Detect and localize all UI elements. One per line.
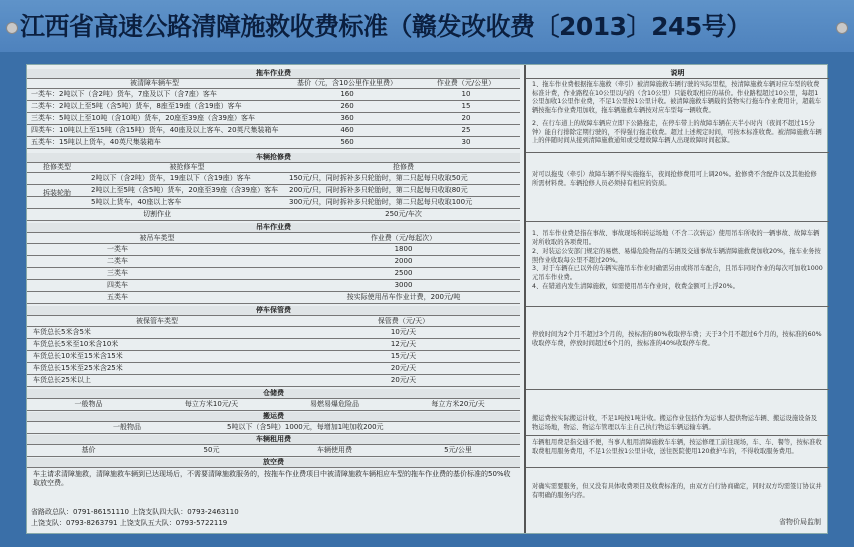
crane-fee: 按实际使用吊车作业计费，200元/吨 — [346, 293, 461, 301]
table-row — [27, 327, 520, 339]
section-title: 搬运费 — [263, 412, 284, 420]
divider — [526, 152, 829, 153]
table-row — [27, 256, 520, 268]
column-header: 抢修类型 — [43, 163, 71, 171]
crane-fee: 2000 — [394, 257, 413, 265]
vehicle-length: 车货总长5米含5米 — [33, 328, 91, 336]
issuer-stamp: 省物价局监制 — [779, 518, 821, 526]
rate-fee: 25 — [461, 126, 471, 134]
release-section-header — [27, 458, 520, 468]
fee-board — [26, 64, 828, 534]
table-row — [27, 292, 520, 304]
section-title: 仓储费 — [263, 389, 284, 397]
note-paragraph: 4、在错道内发生清障施救，如需使用吊车作业时，收费金额可上浮20%。 — [532, 283, 739, 290]
divider — [526, 306, 829, 307]
contact-line: 上饶支队：0793-8263791 上饶支队五大队：0793-5722119 — [31, 519, 228, 527]
storage-section-header — [27, 389, 520, 399]
parking-column-header — [27, 316, 520, 327]
note-paragraph: 1、吊车作业费是指在事故、事故现场和转运场地（不含二次转运）使用吊车所收的一辆事故、故障车辆对所收取的各项费用。 — [532, 230, 820, 246]
vehicle-type: 2吨以下（含2吨）货车，19座以下（含19座）客车 — [91, 174, 251, 182]
crane-column-header — [27, 233, 520, 244]
crane-fee: 3000 — [394, 281, 413, 289]
vehicle-length: 车货总长15米至25米含25米 — [33, 364, 123, 372]
note-paragraph: 停放时间为2个月不超过3个月的，按标准的80%收取停车费；天于3个月不超过6个月的，按标准的60%收取停车费，停放时间超过6个月的，按标准的40%收取停车费。 — [532, 331, 822, 347]
note-paragraph: 对可以拖曳（牵引）故障车辆不得实施拖车，夜间抢修费用可上调20%。抢修费不含配件以及其他抢修所需材料费。车辆抢修人员必须持有相应的资质。 — [532, 171, 817, 187]
storage-fee: 每立方米10元/天 — [184, 400, 239, 408]
towing-column-header — [27, 79, 520, 89]
vehicle-length: 车货总长5米至10米含10米 — [33, 340, 119, 348]
crane-section-header — [27, 223, 520, 233]
divider — [526, 435, 829, 436]
goods-type: 一般物品 — [113, 423, 141, 431]
table-row — [27, 113, 520, 125]
section-title: 吊车作业费 — [256, 223, 291, 231]
note-paragraph: 车辆租用费是指交通不便，当事人租用清障施救车车辆，按运修理工前往现场，车、车、餐等，按标准收取费租用服务费用，不足1公里按1公里计收，送往医院使用120救护车的，不得收取服务费用。 — [532, 439, 822, 455]
table-row — [27, 244, 520, 256]
vehicle-type: 五类车 — [107, 293, 128, 301]
parking-fee: 12元/天 — [390, 340, 417, 348]
column-header: 被吊车类型 — [139, 234, 175, 242]
notes-header: 说明 — [526, 69, 829, 79]
vehicle-type: 一类车 — [107, 245, 128, 253]
vehicle-type: 5吨以上货车，40座以上客车 — [91, 198, 182, 206]
vehicle-type: 二类车 — [107, 257, 128, 265]
table-row — [27, 137, 520, 149]
table-row — [27, 197, 520, 209]
vehicle-section-header — [27, 435, 520, 445]
table-row — [27, 268, 520, 280]
column-header: 基价（元，含10公里作业里费） — [297, 79, 397, 87]
parking-fee: 20元/天 — [390, 376, 417, 384]
vehicle-length: 车货总长10米至15米含15米 — [33, 352, 123, 360]
section-title: 放空费 — [263, 458, 284, 466]
parking-section-header — [27, 306, 520, 316]
column-header: 作业费（元/每起次） — [370, 234, 437, 242]
cut-fee: 250元/车次 — [385, 210, 422, 218]
towing-section-header — [27, 69, 520, 79]
table-row — [27, 209, 520, 221]
repair-column-header — [27, 163, 520, 173]
column-header: 被清障车辆车型 — [130, 79, 179, 87]
vehicle-type: 三类车：5吨以上至10吨（含10吨）货车，20座至39座（含39座）客车 — [31, 114, 255, 122]
cut-label: 切割作业 — [143, 210, 171, 218]
rate-fee: 10 — [461, 90, 471, 98]
note-paragraph: 1、拖车作业费根据拖车施救（牵引）被清障施救车辆行驶的实际里程，按清障施救车辆对应车型的收费标准计费，作业路程在10公里以内的（含10公里）只能收取相应的基价。作业路程超过10公里，每超1公里加收1公里作业费，不足1公里按1公里计收。被清障施救车辆载的货物实行拖车作业费用计，超载车辆按拖车作业费用加收，拖车辆施救车辆按对应车型每一辆收费。 — [532, 81, 822, 114]
base-fee: 260 — [340, 102, 354, 110]
rate-fee: 20 — [461, 114, 471, 122]
contact-line: 省路政总队：0791-86151110 上饶支队四大队：0793-2463110 — [31, 508, 239, 516]
table-row — [27, 280, 520, 292]
column-header: 抢修费 — [393, 163, 414, 171]
vehicle-type: 2吨以上至5吨（含5吨）货车，20座至39座（含39座）客车 — [91, 186, 279, 194]
parking-fee: 15元/天 — [390, 352, 417, 360]
column-header: 被保管车类型 — [136, 317, 178, 325]
rate-fee: 15 — [461, 102, 471, 110]
fee-table — [27, 65, 520, 533]
table-row — [27, 445, 520, 457]
vehicle-length: 车货总长25米以上 — [33, 376, 91, 384]
base-fee: 360 — [340, 114, 354, 122]
table-row — [27, 339, 520, 351]
table-row — [27, 173, 520, 185]
usage-label: 车辆使用费 — [317, 446, 352, 454]
base-fee: 460 — [340, 126, 354, 134]
column-header: 保管费（元/天） — [377, 317, 430, 325]
divider — [526, 389, 829, 390]
notes-panel — [524, 65, 829, 533]
table-row — [27, 125, 520, 137]
note-paragraph: 3、对于车辆在已以外的车辆实施吊车作业时确需另由或将吊车配合，且吊车同时作业的每次可加收1000元吊车作业费。 — [532, 265, 823, 281]
vehicle-type: 四类车 — [107, 281, 128, 289]
section-title: 车辆抢修费 — [256, 153, 291, 161]
vehicle-type: 五类车：15吨以上货车，40英尺集装箱车 — [31, 138, 161, 146]
base-fee: 160 — [340, 90, 354, 98]
crane-fee: 1800 — [394, 245, 413, 253]
table-row — [27, 185, 520, 197]
parking-fee: 20元/天 — [390, 364, 417, 372]
table-row — [27, 375, 520, 387]
note-paragraph: 2、对装运公安部门规定的易燃、易爆危险物品的车辆及交通事故车辆清障施救费加收20%，拖车业务按照作业收取每公里不超过20%。 — [532, 248, 821, 264]
release-text: 车主请求清障施救，清障施救车辆到已达现场后，不需要清障施救服务的，按拖车作业费项目中被清障施救车辆相应车型的拖车作业费的基价标准的50%收取放空费。 — [33, 470, 511, 487]
repair-category: 拆装轮胎 — [43, 189, 71, 197]
goods-type: 一般物品 — [74, 400, 103, 408]
mount-bolt-right — [836, 22, 848, 34]
table-row — [27, 399, 520, 411]
parking-fee: 10元/天 — [390, 328, 417, 336]
transfer-fee: 5吨以下（含5吨）1000元，每增加1吨加收200元 — [227, 423, 384, 431]
section-title: 车辆租用费 — [256, 435, 291, 443]
base-label: 基价 — [81, 446, 96, 454]
section-title: 拖车作业费 — [256, 69, 291, 77]
rate-fee: 30 — [461, 138, 471, 146]
table-row — [27, 89, 520, 101]
divider — [526, 221, 829, 222]
section-title: 停车保管费 — [256, 306, 291, 314]
repair-fee: 200元/只，同时拆补多只轮胎时，第二只起每只收取80元 — [289, 186, 468, 194]
crane-fee: 2500 — [394, 269, 413, 277]
note-paragraph: 对确实需要服务，但又没有具体收费项目及收费标准的，由双方自行协商确定，同时双方均需签订协议并有明确的服务内容。 — [532, 483, 822, 499]
usage-fee: 5元/公里 — [444, 446, 472, 454]
repair-fee: 150元/只，同时拆补多只轮胎时，第二只起每只收取50元 — [289, 174, 468, 182]
table-row — [27, 351, 520, 363]
goods-type: 易燃易爆危险品 — [310, 400, 359, 408]
repair-fee: 300元/只，同时拆补多只轮胎时，第二只起每只收取100元 — [289, 198, 473, 206]
column-header: 被抢修车型 — [169, 163, 205, 171]
table-row — [27, 101, 520, 113]
storage-fee: 每立方米20元/天 — [431, 400, 485, 408]
mount-bolt-left — [6, 22, 18, 34]
vehicle-type: 二类车：2吨以上至5吨（含5吨）货车，8座至19座（含19座）客车 — [31, 102, 242, 110]
vehicle-type: 三类车 — [107, 269, 128, 277]
vehicle-type: 一类车：2吨以下（含2吨）货车，7座及以下（含7座）客车 — [31, 90, 217, 98]
base-fee: 560 — [340, 138, 354, 146]
base-fee: 50元 — [203, 446, 220, 454]
note-paragraph: 2、在行车道上的故障车辆应立即下公路拖走，在停车带上的故障车辆在天半小时内（夜间不超过15分钟）能自行排除定期行驶的，不得强行拖走收费。超过上述规定时间，可按本标准收费。被清障施救车辆上的伴随时间从接到清障施救通知或受理故障车辆人出现故障时间起算。 — [532, 120, 822, 145]
repair-section-header — [27, 153, 520, 163]
note-paragraph: 搬运费按实际搬运计收，不足1吨按1吨计收。搬运作业包括作为运事人提供物运车辆、搬运设施设备及物运场地，物运、物运车管理以车主自己执行物运车辆运输车辆。 — [532, 415, 818, 431]
table-row — [27, 422, 520, 434]
vehicle-type: 四类车：10吨以上至15吨（含15吨）货车，40座及以上客车、20英尺集装箱车 — [31, 126, 279, 134]
divider — [526, 467, 829, 468]
page-title: 江西省高速公路清障施救收费标准（赣发改收费〔2013〕245号） — [20, 12, 751, 41]
column-header: 作业费（元/公里） — [436, 79, 496, 87]
transfer-section-header — [27, 412, 520, 422]
table-row — [27, 363, 520, 375]
